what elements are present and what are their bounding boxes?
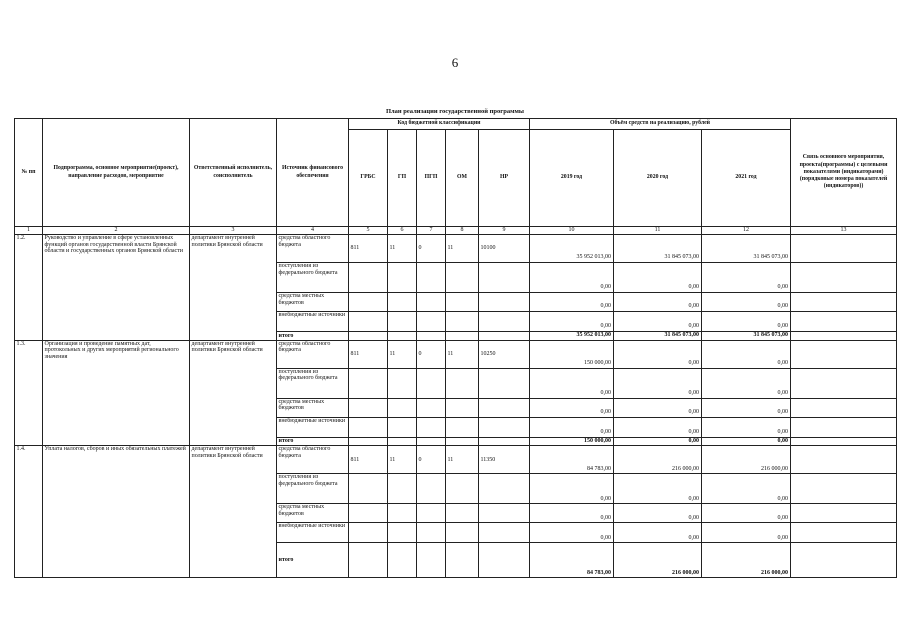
indicator-link-cell bbox=[791, 417, 897, 437]
amount-2021: 0,00 bbox=[702, 504, 791, 523]
indicator-link-cell bbox=[791, 312, 897, 332]
column-number: 1 bbox=[15, 227, 43, 235]
empty-cell bbox=[388, 263, 417, 293]
header-2020: 2020 год bbox=[614, 130, 702, 227]
empty-cell bbox=[446, 312, 479, 332]
code-gp: 11 bbox=[388, 340, 417, 368]
empty-cell bbox=[417, 368, 446, 398]
code-nr: 10250 bbox=[479, 340, 530, 368]
document-title: План реализации государственной программы bbox=[385, 108, 525, 115]
indicator-link-cell bbox=[791, 523, 897, 543]
column-number: 7 bbox=[417, 227, 446, 235]
empty-cell bbox=[388, 417, 417, 437]
amount-2020: 0,00 bbox=[614, 523, 702, 543]
empty-cell bbox=[388, 312, 417, 332]
item-responsible: департамент внутренней политики Брянской области bbox=[190, 235, 277, 341]
empty-cell bbox=[417, 523, 446, 543]
header-source: Источник финансового обеспечения bbox=[277, 119, 349, 227]
code-om: 11 bbox=[446, 446, 479, 474]
amount-2020: 0,00 bbox=[614, 398, 702, 417]
code-grbs: 811 bbox=[349, 446, 388, 474]
code-nr: 10100 bbox=[479, 235, 530, 263]
empty-cell bbox=[349, 398, 388, 417]
amount-2020: 0,00 bbox=[614, 504, 702, 523]
item-name: Руководство и управление в сфере установленных функций органов государственной власти Брянской области и государственных органов Брянской области bbox=[43, 235, 190, 341]
empty-cell bbox=[349, 368, 388, 398]
source-label: средства местных бюджетов bbox=[277, 398, 349, 417]
empty-cell bbox=[479, 523, 530, 543]
source-label: поступления из федерального бюджета bbox=[277, 474, 349, 504]
empty-cell bbox=[349, 504, 388, 523]
indicator-link-cell bbox=[791, 235, 897, 263]
empty-cell bbox=[349, 293, 388, 312]
indicator-link-cell bbox=[791, 398, 897, 417]
empty-cell bbox=[417, 312, 446, 332]
empty-cell bbox=[349, 263, 388, 293]
indicator-link-cell bbox=[791, 340, 897, 368]
amount-2019: 35 952 013,00 bbox=[530, 332, 614, 341]
header-om: ОМ bbox=[446, 130, 479, 227]
empty-cell bbox=[479, 543, 530, 578]
indicator-link-cell bbox=[791, 332, 897, 341]
amount-2020: 31 845 073,00 bbox=[614, 332, 702, 341]
page-number: 6 bbox=[451, 55, 459, 70]
amount-2021: 31 845 073,00 bbox=[702, 235, 791, 263]
amount-2021: 0,00 bbox=[702, 340, 791, 368]
header-nr: НР bbox=[479, 130, 530, 227]
amount-2019: 0,00 bbox=[530, 263, 614, 293]
empty-cell bbox=[388, 543, 417, 578]
empty-cell bbox=[388, 523, 417, 543]
empty-cell bbox=[417, 293, 446, 312]
empty-cell bbox=[479, 417, 530, 437]
column-number: 11 bbox=[614, 227, 702, 235]
empty-cell bbox=[479, 312, 530, 332]
amount-2021: 0,00 bbox=[702, 398, 791, 417]
indicator-link-cell bbox=[791, 293, 897, 312]
amount-2020: 0,00 bbox=[614, 263, 702, 293]
empty-cell bbox=[479, 293, 530, 312]
empty-cell bbox=[446, 474, 479, 504]
amount-2021: 216 000,00 bbox=[702, 543, 791, 578]
empty-cell bbox=[417, 474, 446, 504]
indicator-link-cell bbox=[791, 368, 897, 398]
empty-cell bbox=[479, 504, 530, 523]
empty-cell bbox=[479, 437, 530, 446]
empty-cell bbox=[479, 398, 530, 417]
amount-2020: 0,00 bbox=[614, 312, 702, 332]
indicator-link-cell bbox=[791, 263, 897, 293]
amount-2021: 0,00 bbox=[702, 293, 791, 312]
indicator-link-cell bbox=[791, 543, 897, 578]
empty-cell bbox=[417, 332, 446, 341]
empty-cell bbox=[479, 332, 530, 341]
column-number: 3 bbox=[190, 227, 277, 235]
source-label: поступления из федерального бюджета bbox=[277, 368, 349, 398]
amount-2019: 0,00 bbox=[530, 523, 614, 543]
source-label: средства местных бюджетов bbox=[277, 293, 349, 312]
source-label: внебюджетные источники bbox=[277, 417, 349, 437]
amount-2019: 84 783,00 bbox=[530, 543, 614, 578]
amount-2019: 84 783,00 bbox=[530, 446, 614, 474]
amount-2021: 0,00 bbox=[702, 523, 791, 543]
header-pgp: ПГП bbox=[417, 130, 446, 227]
column-number: 2 bbox=[43, 227, 190, 235]
source-label: внебюджетные источники bbox=[277, 312, 349, 332]
empty-cell bbox=[446, 398, 479, 417]
amount-2019: 0,00 bbox=[530, 417, 614, 437]
amount-2020: 0,00 bbox=[614, 474, 702, 504]
amount-2021: 31 845 073,00 bbox=[702, 332, 791, 341]
empty-cell bbox=[349, 437, 388, 446]
header-volume: Объём средств на реализацию, рублей bbox=[530, 119, 791, 130]
header-2019: 2019 год bbox=[530, 130, 614, 227]
column-number-row bbox=[15, 227, 897, 235]
empty-cell bbox=[446, 417, 479, 437]
empty-cell bbox=[446, 293, 479, 312]
empty-cell bbox=[388, 332, 417, 341]
empty-cell bbox=[417, 417, 446, 437]
column-number: 12 bbox=[702, 227, 791, 235]
source-label: средства областного бюджета bbox=[277, 446, 349, 474]
amount-2020: 31 845 073,00 bbox=[614, 235, 702, 263]
item-name: Организация и проведение памятных дат, протокольных и других мероприятий регионального значения bbox=[43, 340, 190, 446]
item-number: 1.2. bbox=[15, 235, 43, 341]
code-nr: 11350 bbox=[479, 446, 530, 474]
amount-2019: 35 952 013,00 bbox=[530, 235, 614, 263]
item-responsible: департамент внутренней политики Брянской области bbox=[190, 446, 277, 578]
source-label: средства областного бюджета bbox=[277, 235, 349, 263]
source-label: итого bbox=[277, 437, 349, 446]
empty-cell bbox=[417, 543, 446, 578]
empty-cell bbox=[349, 332, 388, 341]
header-budget-code: Код бюджетной классификации bbox=[349, 119, 530, 130]
header-2021: 2021 год bbox=[702, 130, 791, 227]
empty-cell bbox=[446, 543, 479, 578]
amount-2019: 150 000,00 bbox=[530, 437, 614, 446]
amount-2019: 0,00 bbox=[530, 368, 614, 398]
amount-2019: 0,00 bbox=[530, 312, 614, 332]
amount-2019: 0,00 bbox=[530, 474, 614, 504]
indicator-link-cell bbox=[791, 504, 897, 523]
source-label: итого bbox=[277, 332, 349, 341]
code-pgp: 0 bbox=[417, 446, 446, 474]
amount-2019: 0,00 bbox=[530, 293, 614, 312]
empty-cell bbox=[479, 368, 530, 398]
empty-cell bbox=[446, 332, 479, 341]
code-grbs: 811 bbox=[349, 340, 388, 368]
empty-cell bbox=[417, 437, 446, 446]
amount-2021: 0,00 bbox=[702, 263, 791, 293]
column-number: 9 bbox=[479, 227, 530, 235]
code-pgp: 0 bbox=[417, 235, 446, 263]
empty-cell bbox=[446, 263, 479, 293]
amount-2021: 0,00 bbox=[702, 368, 791, 398]
amount-2019: 0,00 bbox=[530, 398, 614, 417]
indicator-link-cell bbox=[791, 474, 897, 504]
code-gp: 11 bbox=[388, 235, 417, 263]
source-label: поступления из федерального бюджета bbox=[277, 263, 349, 293]
source-label: средства местных бюджетов bbox=[277, 504, 349, 523]
table-row bbox=[15, 340, 897, 368]
empty-cell bbox=[417, 504, 446, 523]
column-number: 13 bbox=[791, 227, 897, 235]
amount-2021: 0,00 bbox=[702, 417, 791, 437]
empty-cell bbox=[349, 312, 388, 332]
column-number: 4 bbox=[277, 227, 349, 235]
empty-cell bbox=[388, 398, 417, 417]
amount-2020: 216 000,00 bbox=[614, 543, 702, 578]
item-responsible: департамент внутренней политики Брянской области bbox=[190, 340, 277, 446]
code-om: 11 bbox=[446, 340, 479, 368]
source-label: средства областного бюджета bbox=[277, 340, 349, 368]
column-number: 5 bbox=[349, 227, 388, 235]
empty-cell bbox=[349, 543, 388, 578]
item-number: 1.4. bbox=[15, 446, 43, 578]
column-number: 10 bbox=[530, 227, 614, 235]
header-num: № пп bbox=[15, 119, 43, 227]
empty-cell bbox=[446, 504, 479, 523]
empty-cell bbox=[349, 474, 388, 504]
amount-2020: 0,00 bbox=[614, 340, 702, 368]
amount-2021: 0,00 bbox=[702, 312, 791, 332]
source-label: итого bbox=[277, 543, 349, 578]
empty-cell bbox=[479, 474, 530, 504]
header-gp: ГП bbox=[388, 130, 417, 227]
indicator-link-cell bbox=[791, 437, 897, 446]
empty-cell bbox=[417, 398, 446, 417]
empty-cell bbox=[388, 474, 417, 504]
table-row bbox=[15, 446, 897, 474]
amount-2019: 0,00 bbox=[530, 504, 614, 523]
amount-2021: 0,00 bbox=[702, 437, 791, 446]
empty-cell bbox=[446, 368, 479, 398]
empty-cell bbox=[479, 263, 530, 293]
column-number: 6 bbox=[388, 227, 417, 235]
item-number: 1.3. bbox=[15, 340, 43, 446]
amount-2021: 0,00 bbox=[702, 474, 791, 504]
empty-cell bbox=[388, 293, 417, 312]
amount-2020: 216 000,00 bbox=[614, 446, 702, 474]
code-grbs: 811 bbox=[349, 235, 388, 263]
empty-cell bbox=[349, 417, 388, 437]
code-gp: 11 bbox=[388, 446, 417, 474]
plan-table bbox=[14, 118, 897, 578]
source-label: внебюджетные источники bbox=[277, 523, 349, 543]
header-responsible: Ответственный исполнитель, соисполнитель bbox=[190, 119, 277, 227]
empty-cell bbox=[388, 437, 417, 446]
amount-2020: 0,00 bbox=[614, 368, 702, 398]
amount-2021: 216 000,00 bbox=[702, 446, 791, 474]
column-number: 8 bbox=[446, 227, 479, 235]
table-row bbox=[15, 235, 897, 263]
empty-cell bbox=[446, 523, 479, 543]
code-om: 11 bbox=[446, 235, 479, 263]
empty-cell bbox=[388, 368, 417, 398]
amount-2019: 150 000,00 bbox=[530, 340, 614, 368]
amount-2020: 0,00 bbox=[614, 417, 702, 437]
header-link: Связь основного мероприятия, проекта(программы) с целевыми показателями (индикаторами) (порядковые номера показателей (индикаторов)) bbox=[791, 119, 897, 227]
item-name: Уплата налогов, сборов и иных обязательных платежей bbox=[43, 446, 190, 578]
header-grbs: ГРБС bbox=[349, 130, 388, 227]
empty-cell bbox=[417, 263, 446, 293]
empty-cell bbox=[388, 504, 417, 523]
amount-2020: 0,00 bbox=[614, 293, 702, 312]
amount-2020: 0,00 bbox=[614, 437, 702, 446]
empty-cell bbox=[446, 437, 479, 446]
empty-cell bbox=[349, 523, 388, 543]
header-subprogram: Подпрограмма, основное мероприятие(проект), направление расходов, мероприятие bbox=[43, 119, 190, 227]
code-pgp: 0 bbox=[417, 340, 446, 368]
indicator-link-cell bbox=[791, 446, 897, 474]
